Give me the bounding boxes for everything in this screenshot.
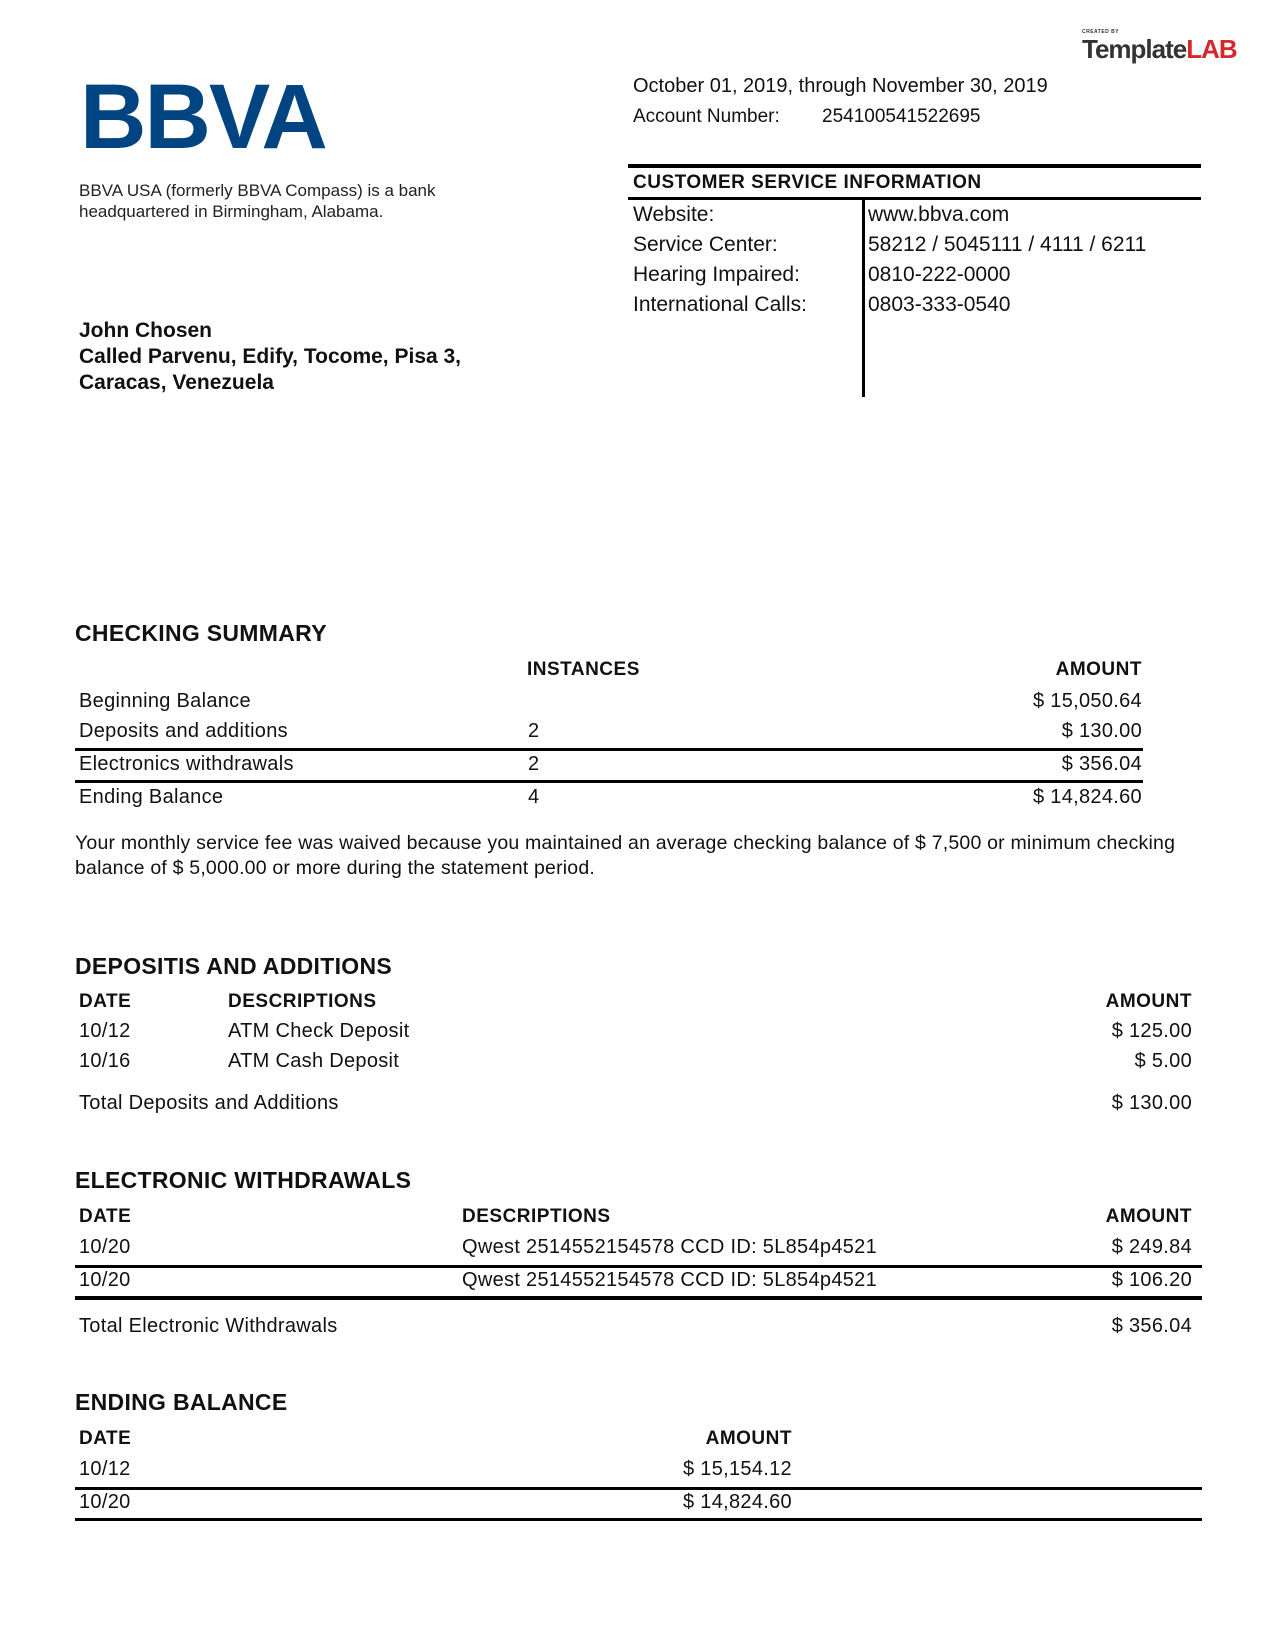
account-number-label: Account Number: bbox=[633, 106, 780, 127]
withdrawal-row-date: 10/20 bbox=[79, 1236, 131, 1258]
cs-label-international-calls: International Calls: bbox=[633, 293, 807, 316]
service-fee-note: Your monthly service fee was waived because you maintained an average checking balance of $ 7,500 or minimum checking balance of $ 5,000.00 or more during the statement period. bbox=[75, 832, 1176, 879]
deposit-row-description: ATM Check Deposit bbox=[228, 1020, 410, 1042]
summary-row-label: Beginning Balance bbox=[79, 690, 251, 712]
summary-header-instances: INSTANCES bbox=[527, 659, 640, 680]
withdrawals-header-date: DATE bbox=[79, 1206, 132, 1227]
ending-row-rule bbox=[75, 1487, 1202, 1490]
customer-service-title: CUSTOMER SERVICE INFORMATION bbox=[633, 172, 982, 193]
withdrawal-row-amount: $ 249.84 bbox=[1111, 1236, 1192, 1258]
summary-row-amount: $ 130.00 bbox=[1061, 720, 1142, 742]
withdrawals-header-description: DESCRIPTIONS bbox=[462, 1206, 611, 1227]
ending-row-date: 10/12 bbox=[79, 1458, 131, 1480]
deposit-row-date: 10/12 bbox=[79, 1020, 131, 1042]
summary-row-label: Ending Balance bbox=[79, 786, 224, 808]
checking-summary-title: CHECKING SUMMARY bbox=[75, 620, 327, 646]
ending-row-amount: $ 15,154.12 bbox=[683, 1458, 792, 1480]
deposit-row-date: 10/16 bbox=[79, 1050, 131, 1072]
watermark-brand-part2: LAB bbox=[1186, 34, 1237, 64]
deposits-total-amount: $ 130.00 bbox=[1111, 1092, 1192, 1114]
summary-row-amount: $ 356.04 bbox=[1061, 753, 1142, 775]
summary-row-label: Electronics withdrawals bbox=[79, 753, 294, 775]
cs-value-website[interactable]: www.bbva.com bbox=[868, 203, 1010, 226]
ending-balance-title: ENDING BALANCE bbox=[75, 1389, 288, 1415]
statement-period: October 01, 2019, through November 30, 2019 bbox=[633, 75, 1048, 97]
deposits-header-amount: AMOUNT bbox=[1105, 991, 1192, 1012]
ending-row-rule bbox=[75, 1518, 1202, 1521]
ending-header-date: DATE bbox=[79, 1428, 132, 1449]
withdrawal-row-date: 10/20 bbox=[79, 1269, 131, 1291]
cs-value-service-center: 58212 / 5045111 / 4111 / 6211 bbox=[868, 233, 1147, 256]
deposits-total-label: Total Deposits and Additions bbox=[79, 1092, 339, 1114]
ending-row-amount: $ 14,824.60 bbox=[683, 1491, 792, 1513]
ending-header-amount: AMOUNT bbox=[705, 1428, 792, 1449]
withdrawal-row-description: Qwest 2514552154578 CCD ID: 5L854p4521 bbox=[462, 1236, 878, 1258]
withdrawal-row-description: Qwest 2514552154578 CCD ID: 5L854p4521 bbox=[462, 1269, 878, 1291]
withdrawal-row-amount: $ 106.20 bbox=[1111, 1269, 1192, 1291]
summary-row-instances: 2 bbox=[528, 753, 540, 775]
cs-header-rule bbox=[628, 197, 1201, 200]
bank-description: BBVA USA (formerly BBVA Compass) is a bank headquartered in Birmingham, Alabama. bbox=[79, 181, 436, 221]
cs-label-hearing-impaired: Hearing Impaired: bbox=[633, 263, 800, 286]
withdrawals-total-amount: $ 356.04 bbox=[1111, 1315, 1192, 1337]
cs-value-hearing-impaired: 0810-222-0000 bbox=[868, 263, 1011, 286]
cs-column-divider bbox=[862, 200, 865, 397]
summary-row-instances: 4 bbox=[528, 786, 540, 808]
summary-row-amount: $ 15,050.64 bbox=[1033, 690, 1142, 712]
bbva-logo bbox=[80, 74, 340, 156]
deposits-header-description: DESCRIPTIONS bbox=[228, 991, 377, 1012]
summary-header-amount: AMOUNT bbox=[1055, 659, 1142, 680]
deposit-row-amount: $ 5.00 bbox=[1134, 1050, 1192, 1072]
account-number-value: 254100541522695 bbox=[822, 106, 981, 127]
templatelab-watermark bbox=[1082, 34, 1237, 65]
deposits-title: DEPOSITIS AND ADDITIONS bbox=[75, 953, 392, 979]
withdrawals-total-label: Total Electronic Withdrawals bbox=[79, 1315, 338, 1337]
withdrawals-title: ELECTRONIC WITHDRAWALS bbox=[75, 1167, 412, 1193]
cs-value-international-calls: 0803-333-0540 bbox=[868, 293, 1011, 316]
customer-address-block bbox=[79, 318, 461, 396]
deposits-header-date: DATE bbox=[79, 991, 132, 1012]
deposit-row-amount: $ 125.00 bbox=[1111, 1020, 1192, 1042]
withdrawals-header-amount: AMOUNT bbox=[1105, 1206, 1192, 1227]
cs-label-service-center: Service Center: bbox=[633, 233, 778, 256]
summary-row-label: Deposits and additions bbox=[79, 720, 288, 742]
address-line-1: Called Parvenu, Edify, Tocome, Pisa 3, bbox=[79, 345, 462, 368]
bbva-logo-text: BBVA bbox=[80, 74, 326, 156]
address-line-2: Caracas, Venezuela bbox=[79, 371, 274, 394]
summary-row-rule bbox=[75, 748, 1143, 751]
watermark-created-by: CREATED BY bbox=[1082, 29, 1120, 35]
summary-row-rule bbox=[75, 780, 1143, 783]
customer-name: John Chosen bbox=[79, 319, 213, 342]
withdrawals-row-rule bbox=[75, 1296, 1202, 1300]
summary-row-instances: 2 bbox=[528, 720, 540, 742]
watermark-brand-part1: Template bbox=[1082, 34, 1187, 64]
deposit-row-description: ATM Cash Deposit bbox=[228, 1050, 400, 1072]
ending-row-date: 10/20 bbox=[79, 1491, 131, 1513]
summary-row-amount: $ 14,824.60 bbox=[1033, 786, 1142, 808]
cs-label-website: Website: bbox=[633, 203, 715, 226]
cs-top-rule bbox=[628, 164, 1201, 168]
withdrawals-row-rule bbox=[75, 1265, 1202, 1268]
